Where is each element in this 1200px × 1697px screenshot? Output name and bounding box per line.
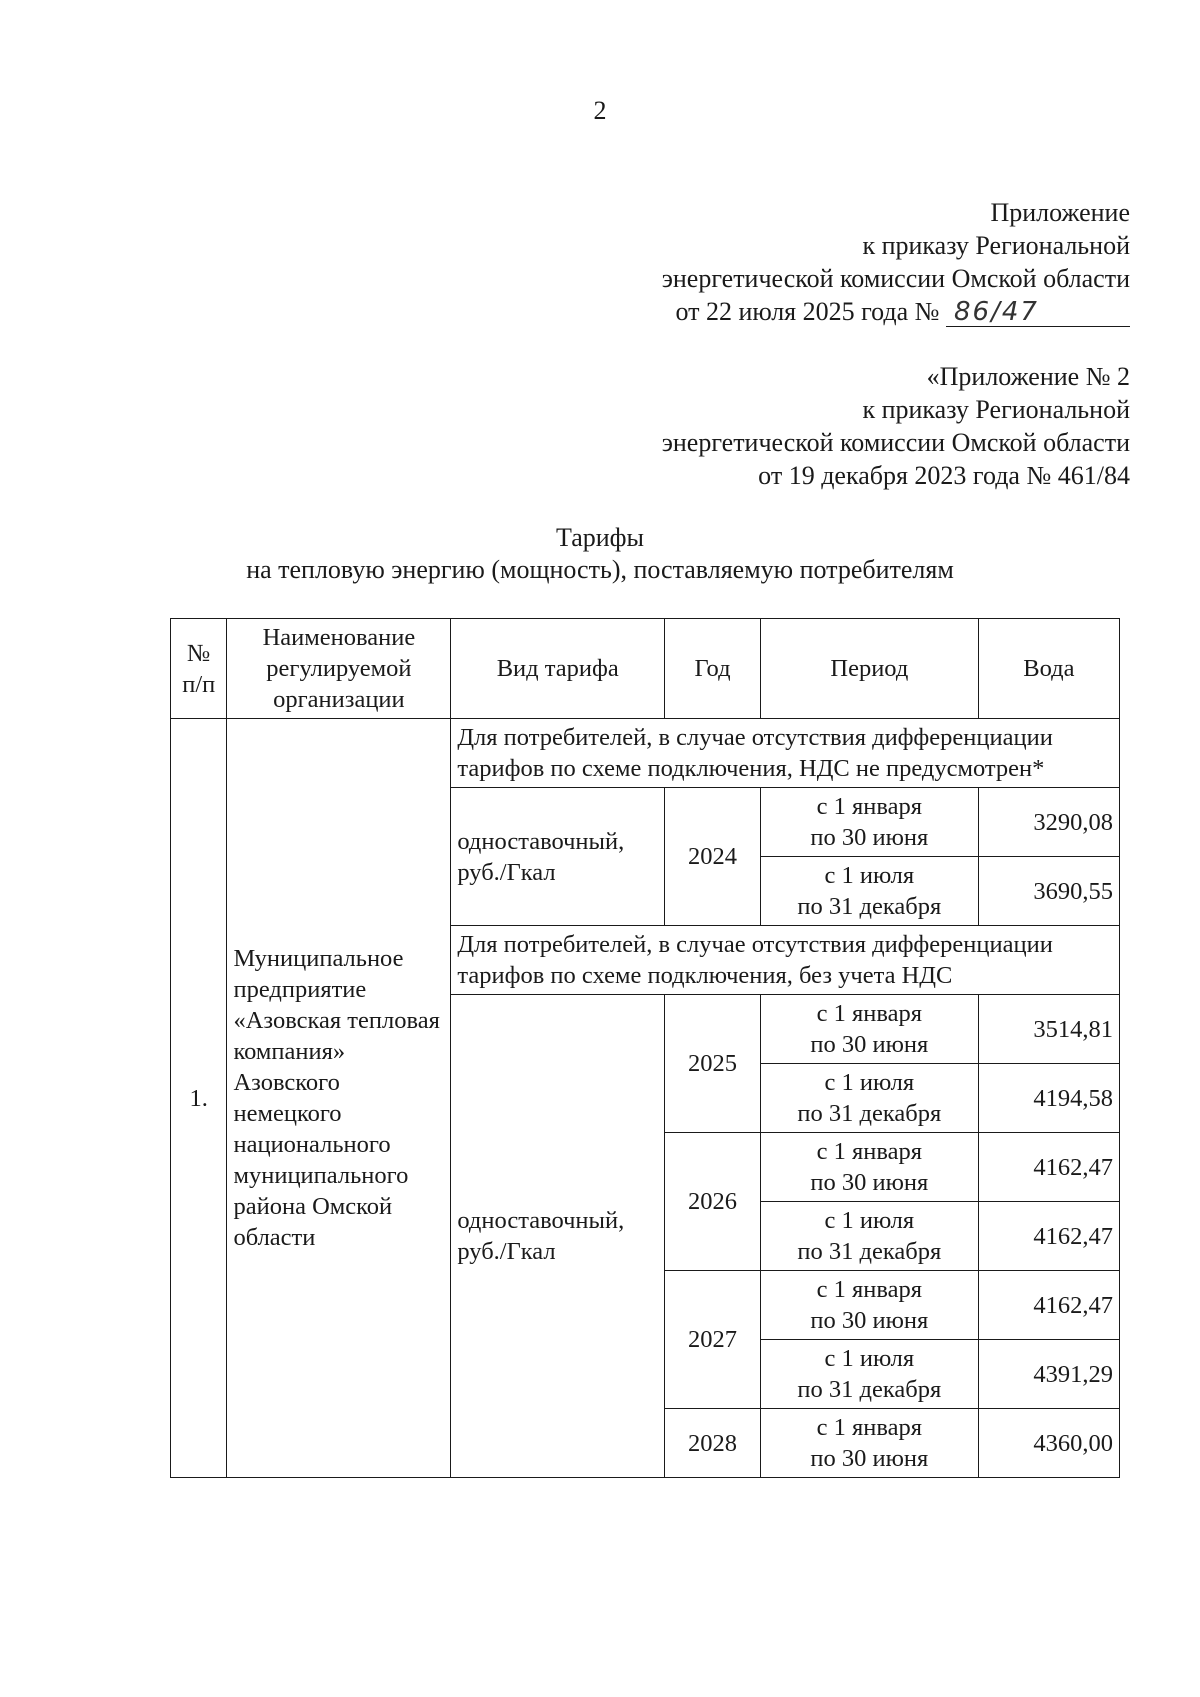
period-start: с 1 июля xyxy=(824,1345,915,1372)
tariff-kind: одноставочный, руб./Гкал xyxy=(451,995,665,1478)
tariff-kind: одноставочный, руб./Гкал xyxy=(451,788,665,926)
period-end: по 31 декабря xyxy=(797,1376,942,1403)
tariff-year: 2027 xyxy=(665,1271,761,1409)
period-end: по 30 июня xyxy=(810,1307,929,1334)
tariff-period xyxy=(760,1133,978,1202)
tariff-period xyxy=(760,857,978,926)
appendix-line: к приказу Региональной xyxy=(862,395,1130,424)
period-end: по 30 июня xyxy=(810,1031,929,1058)
tariff-period xyxy=(760,1340,978,1409)
period-end: по 30 июня xyxy=(810,1169,929,1196)
period-end: по 30 июня xyxy=(810,824,929,851)
period-end: по 30 июня xyxy=(810,1445,929,1472)
appendix-date-prefix: от 22 июля 2025 года № xyxy=(675,297,940,326)
title-line-2: на тепловую энергию (мощность), поставляемую потребителям xyxy=(246,555,954,584)
title-line-1: Тарифы xyxy=(555,523,644,552)
tariff-value: 3514,81 xyxy=(978,995,1119,1064)
header-period: Период xyxy=(760,619,978,719)
tariff-value: 4162,47 xyxy=(978,1202,1119,1271)
period-start: с 1 января xyxy=(816,1414,923,1441)
appendix-current-header xyxy=(662,196,1130,328)
tariff-value: 3290,08 xyxy=(978,788,1119,857)
appendix-line: от 19 декабря 2023 года № 461/84 xyxy=(758,461,1130,490)
period-start: с 1 июля xyxy=(824,1207,915,1234)
period-end: по 31 декабря xyxy=(797,1100,942,1127)
tariff-year: 2026 xyxy=(665,1133,761,1271)
period-start: с 1 января xyxy=(816,1276,923,1303)
appendix-line: энергетической комиссии Омской области xyxy=(661,264,1130,293)
handwritten-order-number: 86/47 xyxy=(946,298,1130,327)
period-end: по 31 декабря xyxy=(797,1238,942,1265)
tariff-period xyxy=(760,1064,978,1133)
organization-name: Муниципальное предприятие «Азовская тепловая компания» Азовского немецкого национального муниципального района Омской области xyxy=(227,719,451,1478)
table-row xyxy=(171,719,1120,788)
appendix-date-line xyxy=(662,295,1130,328)
period-start: с 1 июля xyxy=(824,862,915,889)
header-org: Наименование регулируемой организации xyxy=(227,619,451,719)
period-start: с 1 января xyxy=(816,1000,923,1027)
appendix-original-header xyxy=(662,360,1130,492)
period-start: с 1 января xyxy=(816,793,923,820)
header-water: Вода xyxy=(978,619,1119,719)
appendix-line: Приложение xyxy=(990,198,1130,227)
section-heading: Для потребителей, в случае отсутствия дифференциации тарифов по схеме подключения, НДС не предусмотрен* xyxy=(451,719,1120,788)
document-title xyxy=(0,522,1200,586)
tariff-period xyxy=(760,1202,978,1271)
header-year: Год xyxy=(665,619,761,719)
tariff-value: 4391,29 xyxy=(978,1340,1119,1409)
tariff-value: 4194,58 xyxy=(978,1064,1119,1133)
tariff-year: 2028 xyxy=(665,1409,761,1478)
period-start: с 1 января xyxy=(816,1138,923,1165)
tariff-period xyxy=(760,995,978,1064)
period-end: по 31 декабря xyxy=(797,893,942,920)
tariff-year: 2024 xyxy=(665,788,761,926)
header-kind: Вид тарифа xyxy=(451,619,665,719)
row-number: 1. xyxy=(171,719,227,1478)
table-header-row xyxy=(171,619,1120,719)
appendix-line: энергетической комиссии Омской области xyxy=(661,428,1130,457)
tariff-value: 4162,47 xyxy=(978,1133,1119,1202)
section-heading: Для потребителей, в случае отсутствия дифференциации тарифов по схеме подключения, без учета НДС xyxy=(451,926,1120,995)
header-num: № п/п xyxy=(171,619,227,719)
tariff-period xyxy=(760,1271,978,1340)
tariff-period xyxy=(760,1409,978,1478)
tariff-period xyxy=(760,788,978,857)
period-start: с 1 июля xyxy=(824,1069,915,1096)
tariff-year: 2025 xyxy=(665,995,761,1133)
appendix-line: к приказу Региональной xyxy=(862,231,1130,260)
tariff-value: 3690,55 xyxy=(978,857,1119,926)
tariffs-table xyxy=(170,618,1120,1478)
tariff-value: 4162,47 xyxy=(978,1271,1119,1340)
tariff-value: 4360,00 xyxy=(978,1409,1119,1478)
page-number: 2 xyxy=(593,96,607,125)
appendix-line: «Приложение № 2 xyxy=(926,362,1130,391)
